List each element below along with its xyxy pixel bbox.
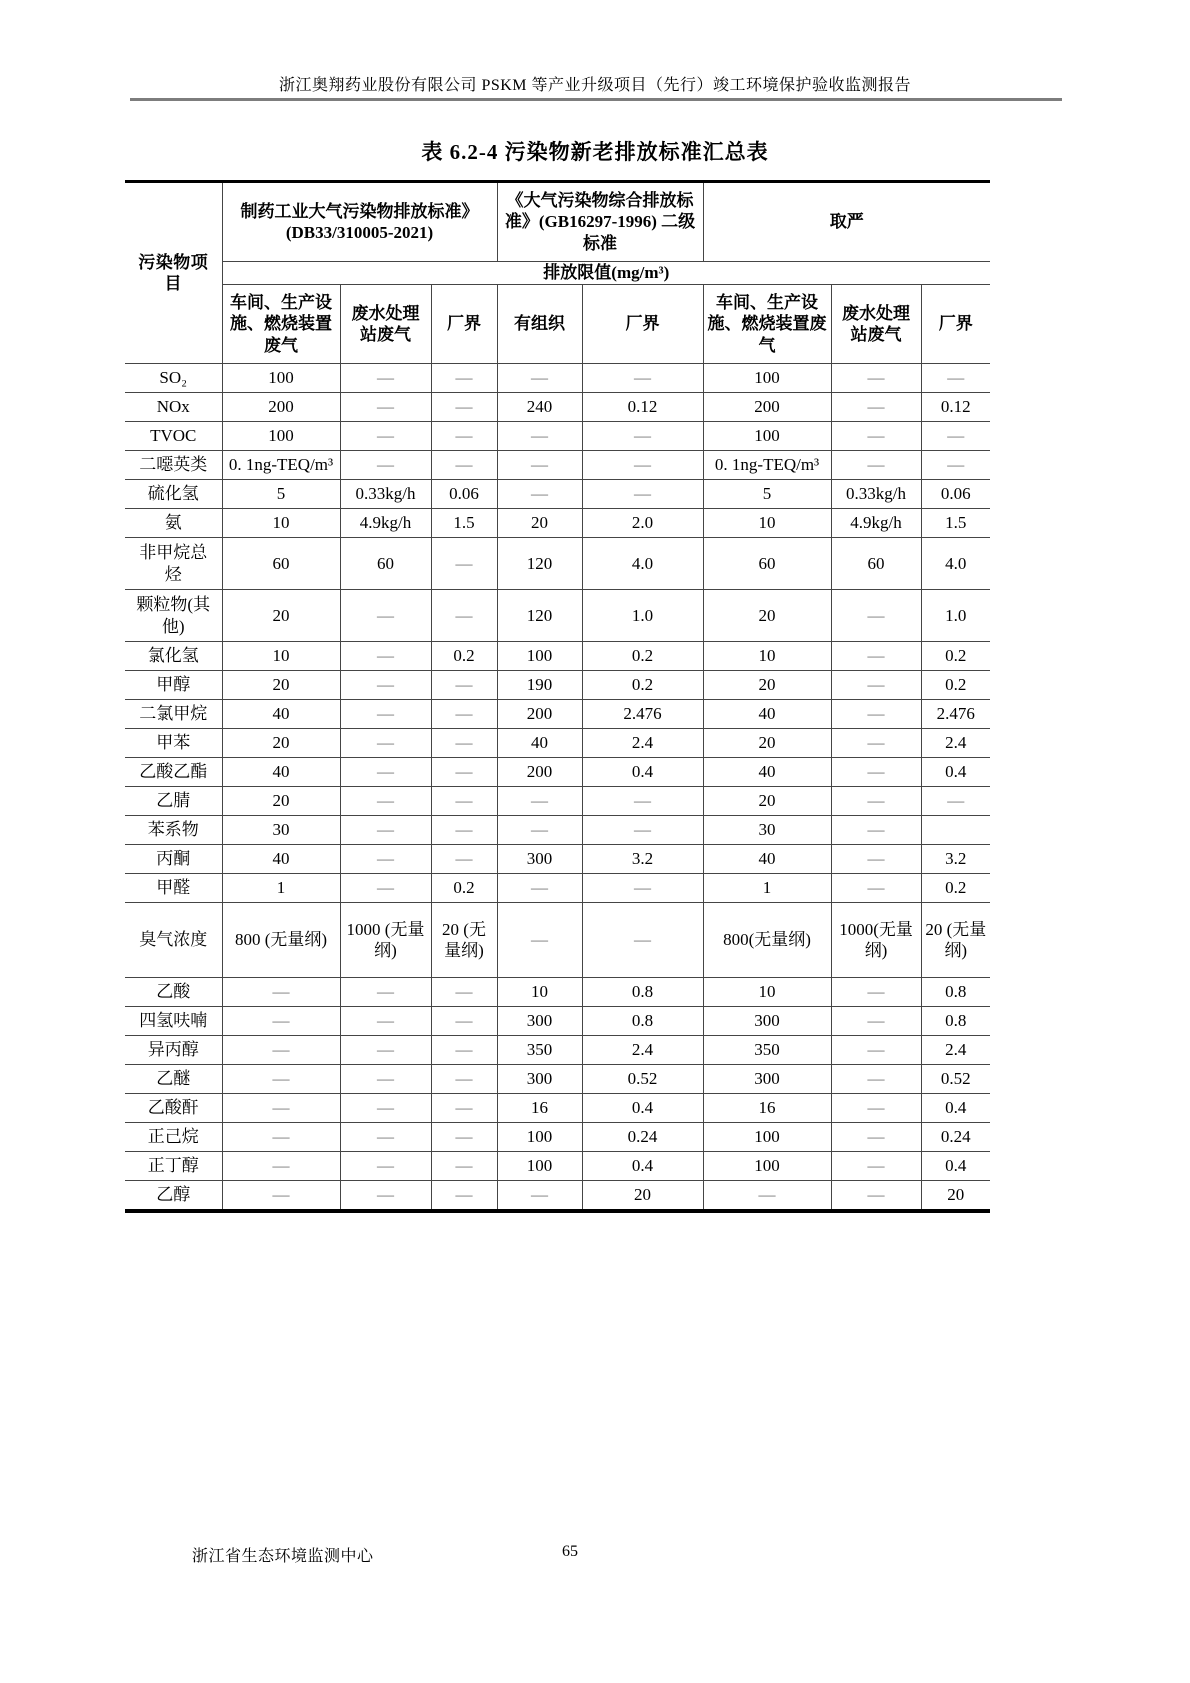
pollutant-name: 乙酸酐 — [125, 1094, 222, 1123]
limit-value-cell: 10 — [703, 509, 831, 538]
limit-value-cell: — — [340, 1094, 431, 1123]
limit-value-cell: — — [431, 700, 497, 729]
limit-value-cell: 1000 (无量纲) — [340, 903, 431, 978]
limit-value-cell: — — [582, 364, 703, 393]
limit-value-cell: — — [340, 451, 431, 480]
limit-value-cell: 40 — [703, 700, 831, 729]
limit-value-cell: 0.4 — [921, 1152, 990, 1181]
limit-value-cell: — — [340, 393, 431, 422]
table-row — [125, 1094, 990, 1123]
table-row — [125, 642, 990, 671]
limit-value-cell: — — [340, 1152, 431, 1181]
limit-value-cell: — — [582, 816, 703, 845]
limit-value-cell: 2.4 — [921, 729, 990, 758]
limit-value-cell: — — [831, 393, 921, 422]
pollutant-name: 甲醛 — [125, 874, 222, 903]
limit-value-cell: 2.476 — [921, 700, 990, 729]
limit-value-cell: 0.52 — [582, 1065, 703, 1094]
limit-value-cell: 40 — [497, 729, 582, 758]
limit-value-cell: — — [340, 1065, 431, 1094]
limit-value-cell: 5 — [703, 480, 831, 509]
sub-header-wastewater-station-1: 废水处理站废气 — [340, 285, 431, 364]
limit-value-cell: — — [831, 874, 921, 903]
limit-value-cell: — — [831, 1094, 921, 1123]
limit-value-cell: 0.52 — [921, 1065, 990, 1094]
limit-value-cell: 100 — [497, 642, 582, 671]
limit-value-cell: — — [831, 1036, 921, 1065]
table-row — [125, 1123, 990, 1152]
limit-value-cell: — — [222, 1007, 340, 1036]
limit-value-cell: — — [340, 845, 431, 874]
limit-value-cell: — — [222, 1181, 340, 1212]
limit-value-cell: 3.2 — [921, 845, 990, 874]
limit-value-cell: 40 — [222, 845, 340, 874]
table-row — [125, 538, 990, 590]
limit-value-cell: — — [497, 816, 582, 845]
pollutant-name: 二噁英类 — [125, 451, 222, 480]
table-row — [125, 480, 990, 509]
limit-value-cell: 0.8 — [582, 978, 703, 1007]
limit-value-cell: 1000(无量纲) — [831, 903, 921, 978]
limit-value-cell: — — [921, 451, 990, 480]
sub-header-row — [125, 285, 990, 364]
pollutant-name: 苯系物 — [125, 816, 222, 845]
table-row — [125, 509, 990, 538]
limit-value-cell: 3.2 — [582, 845, 703, 874]
limit-value-cell: — — [222, 1094, 340, 1123]
limit-value-cell: 300 — [703, 1065, 831, 1094]
limit-value-cell: 0. 1ng-TEQ/m³ — [222, 451, 340, 480]
limit-value-cell: 100 — [703, 1123, 831, 1152]
limit-unit-header: 排放限值(mg/m³) — [222, 262, 990, 285]
limit-value-cell: 200 — [703, 393, 831, 422]
limit-value-cell: — — [497, 787, 582, 816]
limit-value-cell: 20 — [703, 590, 831, 642]
pollutant-name: 乙醇 — [125, 1181, 222, 1212]
limit-value-cell: 10 — [703, 642, 831, 671]
pollutant-name: 臭气浓度 — [125, 903, 222, 978]
sub-header-organized: 有组织 — [497, 285, 582, 364]
limit-value-cell: 0. 1ng-TEQ/m³ — [703, 451, 831, 480]
limit-value-cell: 1.5 — [431, 509, 497, 538]
limit-value-cell: — — [497, 451, 582, 480]
limit-value-cell: — — [831, 1065, 921, 1094]
limit-value-cell: 2.4 — [921, 1036, 990, 1065]
table-row — [125, 903, 990, 978]
limit-value-cell: 1.0 — [582, 590, 703, 642]
limit-value-cell: 300 — [497, 1007, 582, 1036]
limit-value-cell: 1 — [222, 874, 340, 903]
limit-value-cell: — — [340, 642, 431, 671]
limit-value-cell: — — [340, 590, 431, 642]
limit-value-cell: 1 — [703, 874, 831, 903]
limit-value-cell: 60 — [340, 538, 431, 590]
limit-value-cell: 350 — [497, 1036, 582, 1065]
limit-value-cell: — — [340, 787, 431, 816]
table-row — [125, 978, 990, 1007]
table-row — [125, 451, 990, 480]
limit-value-cell: 4.9kg/h — [831, 509, 921, 538]
sub-header-boundary-2: 厂界 — [582, 285, 703, 364]
limit-value-cell — [921, 816, 990, 845]
limit-value-cell: 0.2 — [431, 874, 497, 903]
limit-value-cell: — — [431, 1036, 497, 1065]
table-row — [125, 1007, 990, 1036]
limit-value-cell: 0.33kg/h — [831, 480, 921, 509]
sub-header-workshop-gas-2: 车间、生产设施、燃烧装置废气 — [703, 285, 831, 364]
limit-value-cell: 100 — [222, 422, 340, 451]
limit-value-cell: — — [340, 978, 431, 1007]
limit-value-cell: — — [831, 422, 921, 451]
table-row — [125, 671, 990, 700]
limit-value-cell: 20 — [222, 671, 340, 700]
limit-value-cell: 190 — [497, 671, 582, 700]
limit-value-cell: 100 — [222, 364, 340, 393]
limit-value-cell: 16 — [703, 1094, 831, 1123]
limit-value-cell: 2.4 — [582, 729, 703, 758]
table-row — [125, 787, 990, 816]
limit-value-cell: 0.24 — [582, 1123, 703, 1152]
limit-value-cell: 0.06 — [431, 480, 497, 509]
table-title: 表 6.2-4 污染物新老排放标准汇总表 — [421, 140, 769, 164]
limit-value-cell: 120 — [497, 538, 582, 590]
limit-value-cell: — — [340, 874, 431, 903]
pollutant-name: 非甲烷总烃 — [125, 538, 222, 590]
limit-value-cell: — — [921, 787, 990, 816]
limit-value-cell: 40 — [703, 845, 831, 874]
table-row — [125, 393, 990, 422]
limit-value-cell: 0.4 — [582, 758, 703, 787]
limit-value-cell: — — [831, 1181, 921, 1212]
limit-value-cell: 0.4 — [582, 1152, 703, 1181]
limit-value-cell: 40 — [222, 700, 340, 729]
limit-value-cell: — — [431, 538, 497, 590]
footer-organization: 浙江省生态环境监测中心 — [192, 1548, 374, 1565]
pollutant-name: 乙酸 — [125, 978, 222, 1007]
limit-value-cell: — — [431, 422, 497, 451]
limit-value-cell: — — [497, 422, 582, 451]
pollutant-name: 四氢呋喃 — [125, 1007, 222, 1036]
limit-value-cell: — — [431, 787, 497, 816]
limit-value-cell: 0.06 — [921, 480, 990, 509]
limit-value-cell: — — [431, 671, 497, 700]
pollutant-name: 乙腈 — [125, 787, 222, 816]
limit-value-cell: 10 — [222, 642, 340, 671]
limit-value-cell: 40 — [703, 758, 831, 787]
limit-value-cell: — — [831, 451, 921, 480]
limit-value-cell: — — [582, 903, 703, 978]
limit-value-cell: 0.12 — [921, 393, 990, 422]
limit-value-cell: 60 — [703, 538, 831, 590]
limit-value-cell: 0.2 — [921, 874, 990, 903]
pollutant-name: 甲醇 — [125, 671, 222, 700]
limit-value-cell: — — [431, 364, 497, 393]
limit-value-cell: — — [222, 1065, 340, 1094]
group-header-gb16297: 《大气污染物综合排放标准》(GB16297-1996) 二级标准 — [497, 182, 703, 262]
limit-value-cell: — — [340, 364, 431, 393]
table-row — [125, 364, 990, 393]
limit-value-cell: — — [831, 671, 921, 700]
pollutant-name: NOx — [125, 393, 222, 422]
limit-value-cell: 4.9kg/h — [340, 509, 431, 538]
limit-value-cell: 800 (无量纲) — [222, 903, 340, 978]
limit-value-cell: 200 — [497, 700, 582, 729]
limit-value-cell: — — [831, 1007, 921, 1036]
pollutant-name: SO₂ — [125, 364, 222, 393]
limit-value-cell: — — [831, 1152, 921, 1181]
limit-value-cell: 200 — [222, 393, 340, 422]
limit-value-cell: 0.4 — [921, 758, 990, 787]
limit-value-cell: — — [222, 1123, 340, 1152]
limit-value-cell: — — [831, 758, 921, 787]
pollutant-name: 异丙醇 — [125, 1036, 222, 1065]
limit-value-cell: 20 — [703, 729, 831, 758]
limit-value-cell: 20 — [703, 671, 831, 700]
limit-value-cell: 10 — [222, 509, 340, 538]
limit-value-cell: — — [703, 1181, 831, 1212]
limit-value-cell: — — [431, 1065, 497, 1094]
limit-value-cell: 2.476 — [582, 700, 703, 729]
limit-header-row — [125, 262, 990, 285]
table-row — [125, 758, 990, 787]
limit-value-cell: 200 — [497, 758, 582, 787]
limit-value-cell: — — [431, 451, 497, 480]
limit-value-cell: — — [340, 1007, 431, 1036]
limit-value-cell: — — [340, 422, 431, 451]
limit-value-cell: 350 — [703, 1036, 831, 1065]
limit-value-cell: — — [222, 978, 340, 1007]
limit-value-cell: 1.0 — [921, 590, 990, 642]
limit-value-cell: — — [340, 700, 431, 729]
limit-value-cell: — — [340, 671, 431, 700]
limit-value-cell: — — [497, 874, 582, 903]
table-row — [125, 700, 990, 729]
limit-value-cell: — — [831, 816, 921, 845]
sub-header-wastewater-station-2: 废水处理站废气 — [831, 285, 921, 364]
pollutant-name: 二氯甲烷 — [125, 700, 222, 729]
limit-value-cell: — — [340, 1181, 431, 1212]
limit-value-cell: 60 — [222, 538, 340, 590]
document-header: 浙江奥翔药业股份有限公司 PSKM 等产业升级项目（先行）竣工环境保护验收监测报告 — [278, 77, 912, 94]
limit-value-cell: 0.2 — [921, 642, 990, 671]
limit-value-cell: 16 — [497, 1094, 582, 1123]
limit-value-cell: — — [431, 758, 497, 787]
limit-value-cell: — — [831, 700, 921, 729]
table-row — [125, 1065, 990, 1094]
limit-value-cell: — — [831, 978, 921, 1007]
limit-value-cell: 20 — [921, 1181, 990, 1212]
limit-value-cell: — — [582, 874, 703, 903]
limit-value-cell: — — [497, 480, 582, 509]
limit-value-cell: 4.0 — [582, 538, 703, 590]
limit-value-cell: 10 — [497, 978, 582, 1007]
group-header-stricter: 取严 — [703, 182, 990, 262]
limit-value-cell: — — [497, 1181, 582, 1212]
limit-value-cell: — — [582, 787, 703, 816]
pollutant-name: 颗粒物(其他) — [125, 590, 222, 642]
table-body — [125, 364, 990, 1212]
limit-value-cell: — — [431, 393, 497, 422]
limit-value-cell: 0.33kg/h — [340, 480, 431, 509]
limit-value-cell: — — [431, 1123, 497, 1152]
limit-value-cell: 100 — [497, 1152, 582, 1181]
limit-value-cell: — — [431, 590, 497, 642]
limit-value-cell: — — [431, 845, 497, 874]
pollutant-name: 氨 — [125, 509, 222, 538]
limit-value-cell: 100 — [497, 1123, 582, 1152]
limit-value-cell: — — [431, 729, 497, 758]
limit-value-cell: — — [831, 590, 921, 642]
table-row — [125, 845, 990, 874]
limit-value-cell: — — [431, 1094, 497, 1123]
limit-value-cell: 2.0 — [582, 509, 703, 538]
limit-value-cell: 20 (无量纲) — [431, 903, 497, 978]
limit-value-cell: — — [222, 1152, 340, 1181]
pollutant-name: 硫化氢 — [125, 480, 222, 509]
emission-standards-table — [125, 180, 990, 1213]
limit-value-cell: — — [497, 364, 582, 393]
pollutant-name: 丙酮 — [125, 845, 222, 874]
limit-value-cell: — — [222, 1036, 340, 1065]
limit-value-cell: 1.5 — [921, 509, 990, 538]
limit-value-cell: 0.8 — [582, 1007, 703, 1036]
limit-value-cell: 60 — [831, 538, 921, 590]
sub-header-boundary-1: 厂界 — [431, 285, 497, 364]
limit-value-cell: — — [831, 364, 921, 393]
limit-value-cell: 20 — [703, 787, 831, 816]
pollutant-name: 乙酸乙酯 — [125, 758, 222, 787]
limit-value-cell: 120 — [497, 590, 582, 642]
limit-value-cell: 40 — [222, 758, 340, 787]
limit-value-cell: 30 — [222, 816, 340, 845]
limit-value-cell: — — [921, 364, 990, 393]
limit-value-cell: 300 — [703, 1007, 831, 1036]
limit-value-cell: — — [582, 480, 703, 509]
limit-value-cell: — — [431, 978, 497, 1007]
pollutant-name: TVOC — [125, 422, 222, 451]
limit-value-cell: — — [431, 816, 497, 845]
limit-value-cell: — — [921, 422, 990, 451]
limit-value-cell: — — [431, 1007, 497, 1036]
limit-value-cell: — — [340, 1123, 431, 1152]
limit-value-cell: 20 — [582, 1181, 703, 1212]
limit-value-cell: — — [831, 642, 921, 671]
limit-value-cell: — — [340, 758, 431, 787]
table-row — [125, 1152, 990, 1181]
limit-value-cell: — — [582, 451, 703, 480]
limit-value-cell: — — [831, 729, 921, 758]
limit-value-cell: 4.0 — [921, 538, 990, 590]
limit-value-cell: — — [831, 845, 921, 874]
limit-value-cell: — — [431, 1152, 497, 1181]
limit-value-cell: 0.4 — [582, 1094, 703, 1123]
limit-value-cell: 0.2 — [582, 671, 703, 700]
limit-value-cell: 20 (无量纲) — [921, 903, 990, 978]
limit-value-cell: — — [340, 729, 431, 758]
table-row — [125, 816, 990, 845]
sub-header-workshop-gas-1: 车间、生产设施、燃烧装置废气 — [222, 285, 340, 364]
table-row — [125, 1181, 990, 1212]
limit-value-cell: 20 — [497, 509, 582, 538]
limit-value-cell: 20 — [222, 787, 340, 816]
limit-value-cell: 0.24 — [921, 1123, 990, 1152]
table-row — [125, 874, 990, 903]
limit-value-cell: 0.8 — [921, 1007, 990, 1036]
table-row — [125, 422, 990, 451]
corner-header-pollutant: 污染物项目 — [125, 182, 222, 364]
limit-value-cell: — — [831, 787, 921, 816]
limit-value-cell: 0.2 — [921, 671, 990, 700]
limit-value-cell: 30 — [703, 816, 831, 845]
group-header-db33: 制药工业大气污染物排放标准》 (DB33/310005-2021) — [222, 182, 497, 262]
limit-value-cell: 5 — [222, 480, 340, 509]
header-rule — [130, 98, 1062, 101]
pollutant-name: 正丁醇 — [125, 1152, 222, 1181]
limit-value-cell: — — [497, 903, 582, 978]
limit-value-cell: 0.2 — [582, 642, 703, 671]
pollutant-name: 甲苯 — [125, 729, 222, 758]
limit-value-cell: — — [340, 816, 431, 845]
limit-value-cell: 0.4 — [921, 1094, 990, 1123]
limit-value-cell: 300 — [497, 845, 582, 874]
limit-value-cell: — — [582, 422, 703, 451]
limit-value-cell: 20 — [222, 729, 340, 758]
limit-value-cell: 800(无量纲) — [703, 903, 831, 978]
limit-value-cell: 2.4 — [582, 1036, 703, 1065]
table-row — [125, 729, 990, 758]
limit-value-cell: 100 — [703, 1152, 831, 1181]
limit-value-cell: 100 — [703, 422, 831, 451]
limit-value-cell: 10 — [703, 978, 831, 1007]
table-row — [125, 590, 990, 642]
pollutant-name: 乙醚 — [125, 1065, 222, 1094]
limit-value-cell: 20 — [222, 590, 340, 642]
limit-value-cell: 300 — [497, 1065, 582, 1094]
sub-header-boundary-3: 厂界 — [921, 285, 990, 364]
limit-value-cell: 240 — [497, 393, 582, 422]
table-row — [125, 1036, 990, 1065]
group-header-row — [125, 182, 990, 262]
pollutant-name: 正己烷 — [125, 1123, 222, 1152]
pollutant-name: 氯化氢 — [125, 642, 222, 671]
limit-value-cell: — — [431, 1181, 497, 1212]
limit-value-cell: 0.2 — [431, 642, 497, 671]
limit-value-cell: 0.12 — [582, 393, 703, 422]
limit-value-cell: — — [340, 1036, 431, 1065]
limit-value-cell: 100 — [703, 364, 831, 393]
limit-value-cell: — — [831, 1123, 921, 1152]
limit-value-cell: 0.8 — [921, 978, 990, 1007]
page-number: 65 — [562, 1543, 578, 1560]
